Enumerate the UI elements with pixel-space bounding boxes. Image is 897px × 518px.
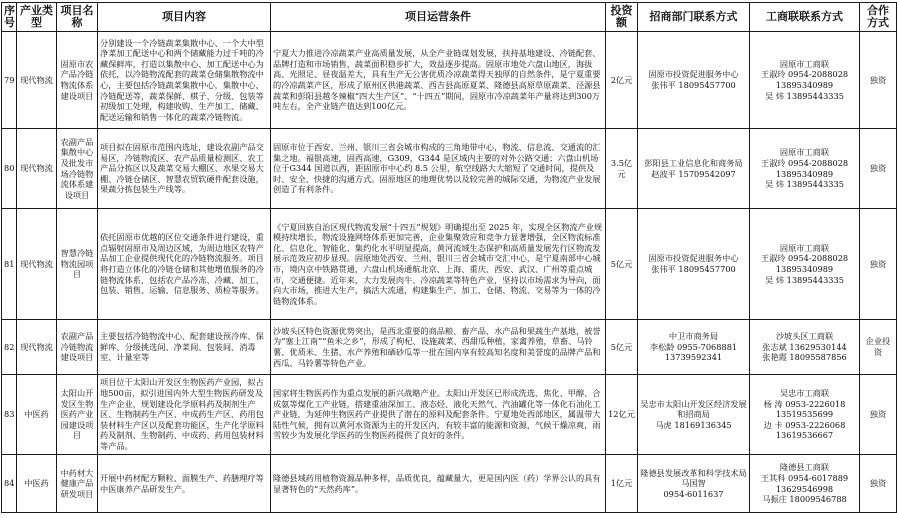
project-table <box>1 2 897 513</box>
row-no: 80 <box>2 129 17 209</box>
row-investment: 2亿元 <box>606 32 638 129</box>
row-name: 智慧冷链物流园项目 <box>57 209 98 320</box>
row-content: 项目位于太阳山开发区生物医药产业园，拟占地500亩，拟引进国内外大型生物医药研发及生产企业，规划建设化学原料药及制剂生产区、生物制药生产区、中成药生产区、药用包装材料生产区以及配套功能区，生产化学原料药及制剂、生物制药、中成药、药用包装材料等产品。 <box>98 375 271 455</box>
header-no: 序号 <box>2 3 17 32</box>
row-commerce-contact: 固原市工商联 王淑玲 0954-2088028 13895340989 吴 炜 13895443335 <box>750 209 860 320</box>
row-type: 中医药 <box>17 455 57 513</box>
row-invest-contact: 中卫市商务局 李松龄 0955-7068881 13739592341 <box>638 320 750 375</box>
row-investment: 5亿元 <box>606 209 638 320</box>
row-no: 82 <box>2 320 17 375</box>
header-conditions: 项目运营条件 <box>271 3 606 32</box>
row-cooperation: 企业投资 <box>860 320 897 375</box>
row-investment: 3.5亿元 <box>606 129 638 209</box>
row-commerce-contact: 固原市工商联 王淑玲 0954-2088028 13895340989 吴 炜 13895443335 <box>750 32 860 129</box>
row-conditions: 国家将生物医药作为重点发展的新兴战略产业。太阳山开发区已形成洗选、焦化、甲醇、合成氨等煤化工产业链，搭建重油深加工、液态烃、液化天然气、汽油罐化等一体化石油化工产业链，为延伸生物医药产业提供了潜在的原料及配套条件。宁夏地处西部地区，属温带大陆性气候，拥有以黄河水资源为主的开发区内，有较丰富的能源和资源，气候干燥凉爽，雨雪较少为发展化学医药的生物医药提供了良好的条件。 <box>271 375 606 455</box>
row-investment: 1亿元 <box>606 455 638 513</box>
row-no: 79 <box>2 32 17 129</box>
header-name: 项目名称 <box>57 3 98 32</box>
row-name: 农副产品冷链物流建设项目 <box>57 320 98 375</box>
row-commerce-contact: 隆德县工商联 王其科 0954-6017889 13629546998 马振庄 18009546788 <box>750 455 860 513</box>
row-investment: 5亿元 <box>606 320 638 375</box>
row-type: 现代物流 <box>17 129 57 209</box>
row-conditions: 沙坡头区特色资源优势突出，是西北重要的商品粮、畜产品、水产品和果蔬生产基地，被誉为“塞上江南”“鱼米之乡”，形成了枸杞、设施蔬菜、西甜瓜种植，家禽养殖，草畜、马铃薯、优质米、生猪、水产养殖和硒砂瓜等一批在国内享有较高知名度和美誉度的品牌产品和西瓜、马铃薯等特色产业。 <box>271 320 606 375</box>
row-conditions: 隆德县域药用植物资源品种多样，品质优良，蕴藏量大，更是国内医（药）学界公认的具有显著特色的“天然药库”。 <box>271 455 606 513</box>
table-row <box>2 32 897 129</box>
row-cooperation: 独资 <box>860 455 897 513</box>
row-conditions: 固原市位于西安、兰州、银川三省会城市构成的三角地带中心，物流、信息流、交通流的汇集之地。福银高速，固西高速，G309，G344 是区域内主要的对外公路交通；六盘山机场位于G344 国道以西，距固原市中心约 8.5 公里，航空线路大大缩短了交通时间，提供及时、安全、快捷的沟通方式。固原地区的地理优势以及较完善的城际交通，为物流产业发展创造了有利条件。 <box>271 129 606 209</box>
header-investment: 投资额 <box>606 3 638 32</box>
header-commerce-contact: 工商联联系方式 <box>750 3 860 32</box>
header-type: 产业类型 <box>17 3 57 32</box>
row-name: 固原市农产品冷链物流体系建设项目 <box>57 32 98 129</box>
row-commerce-contact: 吴忠市工商联 杨 涛 0953-2226018 13519535699 边 卡 0953-2226068 13619536667 <box>750 375 860 455</box>
table-row <box>2 209 897 320</box>
row-investment: 12亿元 <box>606 375 638 455</box>
row-cooperation: 独资 <box>860 375 897 455</box>
row-invest-contact: 固原市投资促进服务中心 张伟平 18095457700 <box>638 209 750 320</box>
table-row <box>2 320 897 375</box>
table-row <box>2 129 897 209</box>
row-cooperation: 独资 <box>860 209 897 320</box>
row-type: 现代物流 <box>17 209 57 320</box>
row-no: 81 <box>2 209 17 320</box>
row-invest-contact: 彭阳县工业信息化和商务局 赵波平 15709542097 <box>638 129 750 209</box>
row-no: 84 <box>2 455 17 513</box>
row-type: 现代物流 <box>17 32 57 129</box>
row-name: 中药材大健康产品研发项目 <box>57 455 98 513</box>
table-row <box>2 455 897 513</box>
row-cooperation: 独资 <box>860 129 897 209</box>
row-commerce-contact: 固原市工商联 王淑玲 0954-2088028 13895340989 吴 炜 13895443335 <box>750 129 860 209</box>
row-content: 开展中药材配方颗粒、面膜生产、药膳理疗等中医康养产品研发生产。 <box>98 455 271 513</box>
row-content: 依托固原市优越的区位交通条件进行建设，重点辐射固原市及周边区域，为周边地区农特产品加工企业提供现代化的冷链物流服务。项目将打造立体化的冷链仓储和其他增值服务的冷链物流体系，包括农产品冷冻、冷藏、加工、包装、销售、运输、信息服务、质检等服务。 <box>98 209 271 320</box>
row-name: 太阳山开发区生物医药产业园建设项目 <box>57 375 98 455</box>
row-content: 主要包括冷链物流中心、配套建设预冷库、保鲜库、分级挑选间、净菜间、包装间、消毒室、计量室等 <box>98 320 271 375</box>
header-invest-contact: 招商部门联系方式 <box>638 3 750 32</box>
row-content: 项目拟在固原市范围内选址，建设农副产品交易区，冷链物流区、农产品质量检测区、农工产品分拣区以及蔬菜交易大棚区、水果交易大棚、冷链仓储区、智慧农贸软硬件配套设施，果蔬分拣包装生产线等。 <box>98 129 271 209</box>
row-type: 现代物流 <box>17 320 57 375</box>
header-cooperation: 合作方式 <box>860 3 897 32</box>
row-invest-contact: 吴忠市太阳山开发区经济发展和招商局 马虎 18169136345 <box>638 375 750 455</box>
row-invest-contact: 隆德县发展改革和科学技术局 马国智 0954-6011637 <box>638 455 750 513</box>
row-name: 农副产品集散中心及批发市场冷链物流体系建设项目 <box>57 129 98 209</box>
row-conditions: 宁夏大力推进冷凉蔬菜产业高质量发展，从全产业链谋划发展，扶持基地建设、冷链配套、品牌打造和市场销售，蔬菜面积稳步扩大，效益逐步提高。固原市地处六盘山地区，海拔高、光照足、昼夜温差大，具有生产无公害优质冷凉蔬菜得天独厚的自然条件，是宁夏重要的冷凉蔬菜产区，形成了原州区供港蔬菜、西吉县高原夏菜、隆德县高原草原蔬菜、泾源县蔬菜和彭阳县越冬辣椒“四大生产区”、“十四五”期间，固原市冷凉蔬菜年产量将达到300万吨左右，全产业链产值达到100亿元。 <box>271 32 606 129</box>
row-conditions: 《宁夏回族自治区现代物流发展“十四五”规划》明确提出至 2025 年，实现全区物流产业规模持续增长，物流设施网络体系更加完善，企业集聚效应和竞争力显著增强，全区物流标准化、信息化、智能化、集约化水平明显提高，黄河流域生态保护和高质量发展先行区物流发展示范效应初步显现。固原地处西安、兰州、银川三省会城市交汇中心，是宁夏南部中心城市，境内京中铁路贯通，六盘山机场通航北京、上海、重庆、西安、武汉、广州等重点城市，交通便捷。近年来，大力发展肉牛、冷凉蔬菜等特色产业，坚持以市场需求为导向，面向大市场，推进大生产，搞活大流通，构建集生产、加工、仓储、物流、交易等为一体的冷链物流体系。 <box>271 209 606 320</box>
row-commerce-contact: 沙坡头区工商联 张志斌 13629530144 张艳霞 18095587856 <box>750 320 860 375</box>
header-content: 项目内容 <box>98 3 271 32</box>
row-invest-contact: 固原市投资促进服务中心 张伟平 18095457700 <box>638 32 750 129</box>
row-cooperation: 独资 <box>860 32 897 129</box>
table-row <box>2 375 897 455</box>
row-no: 83 <box>2 375 17 455</box>
row-content: 分别建设一个冷链蔬菜集散中心、一个大中型净菜加工配送中心和两个储藏能力过千吨的冷藏保鲜库，打造以集散中心、加工配送中心为依托，以冷链物流配套的蔬菜仓储集散物流中心，主要包括冷链蔬菜集散中心，集散中心，冷链配送等，蔬菜保鲜、棋子、分级、包装等初级加工处理，构建收购、生产加工、储藏、配送运输和销售一体化的蔬菜冷链物流。 <box>98 32 271 129</box>
header-row <box>2 3 897 32</box>
row-type: 中医药 <box>17 375 57 455</box>
